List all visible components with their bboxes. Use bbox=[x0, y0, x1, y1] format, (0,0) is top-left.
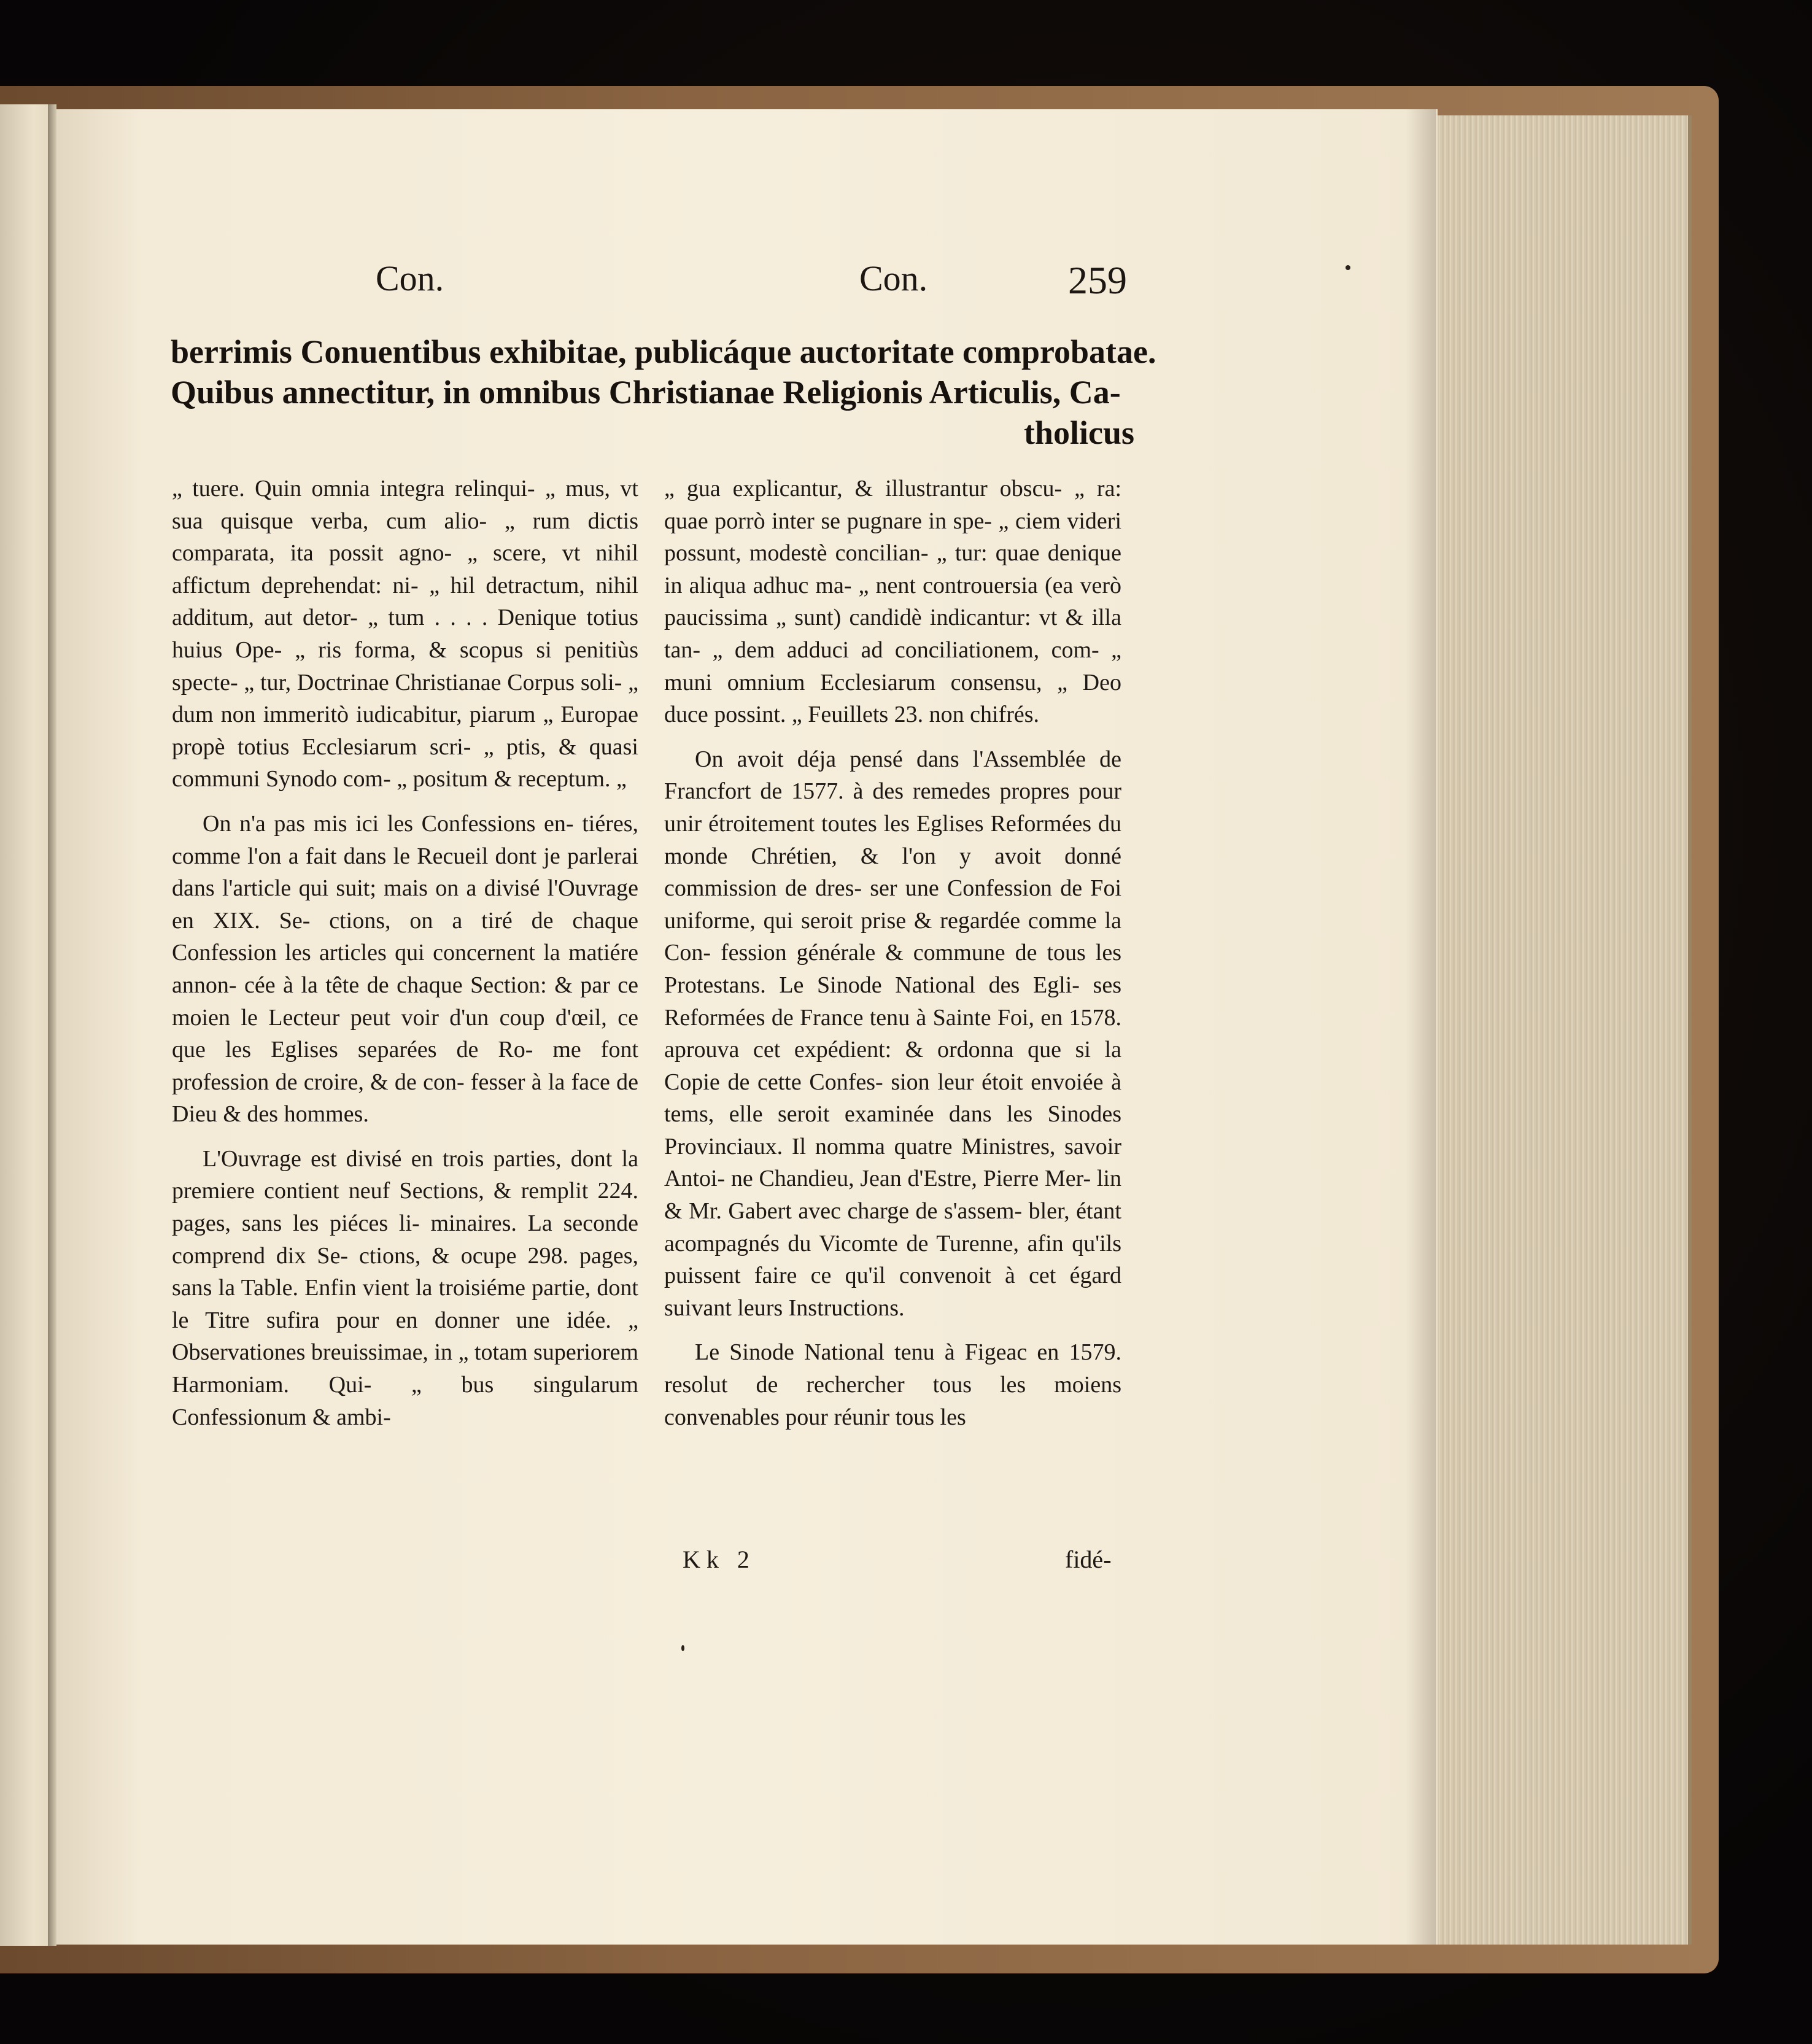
catchword: fidé- bbox=[1065, 1546, 1112, 1573]
running-header-center: Con. bbox=[859, 258, 928, 298]
title-line: tholicus bbox=[1023, 414, 1134, 451]
title-line: berrimis Conuentibus exhibitae, publicáque auctoritate comprobatae. bbox=[171, 333, 1156, 370]
ink-speck bbox=[681, 1645, 684, 1651]
signature-mark: Kk 2 bbox=[683, 1546, 756, 1573]
paragraph: „ gua explicantur, & illustrantur obscu- „ ra: quae porrò inter se pugnare in spe- „ ciem videri possunt, modestè concilian- „ tur: quae denique in aliqua adhuc ma- „ nent controuersia (ea verò paucissima „ sunt) candidè indicantur: vt & illa tan- „ dem adduci ad conciliationem, com- „ muni omnium Ecclesiarum consensu, „ Deo duce possint. „ Feuillets 23. non chifrés. bbox=[664, 476, 1121, 728]
paragraph: Le Sinode National tenu à Figeac en 1579. resolut de rechercher tous les moiens convenables pour réunir tous les bbox=[664, 1339, 1121, 1430]
right-column bbox=[664, 473, 1121, 1446]
title-line: Quibus annectitur, in omnibus Christianae Religionis Articulis, Ca- bbox=[171, 374, 1121, 411]
paragraph: On n'a pas mis ici les Confessions en- tiéres, comme l'on a fait dans le Recueil dont je parlerai dans l'article qui suit; mais on a divisé l'Ouvrage en XIX. Se- ctions, on a tiré de chaque Confession les articles qui concernent la matiére annon- cée à la tête de chaque Section: & par ce moien le Lecteur peut voir d'un coup d'œil, ce que les Eglises separées de Ro- me font profession de croire, & de con- fesser à la face de Dieu & des hommes. bbox=[172, 810, 638, 1128]
page-shadow bbox=[1406, 109, 1436, 1945]
ink-speck bbox=[1345, 265, 1350, 270]
book-gutter bbox=[48, 104, 56, 1946]
paragraph: L'Ouvrage est divisé en trois parties, dont la premiere contient neuf Sections, & remplit 224. pages, sans les piéces li- minaires. La seconde comprend dix Se- ctions, & ocupe 298. pages, sans la Table. Enfin vient la troisiéme partie, dont le Titre sufira pour en donner une idée. „ Observationes breuissimae, in „ totam superiorem Harmoniam. Qui- „ bus singularum Confessionum & ambi- bbox=[172, 1145, 638, 1430]
paragraph: On avoit déja pensé dans l'Assemblée de Francfort de 1577. à des remedes propres pour unir étroitement toutes les Eglises Reformées du monde Chrétien, & l'on y avoit donné commission de dres- ser une Confession de Foi uniforme, qui seroit prise & regardée comme la Con- fession générale & commune de tous les Protestans. Le Sinode National des Egli- ses Reformées de France tenu à Sainte Foi, en 1578. aprouva cet expédient: & ordonna que si la Copie de cette Confes- sion leur étoit envoiée à tems, elle seroit examinée dans les Sinodes Provinciaux. Il nomma quatre Ministres, savoir Antoi- ne Chandieu, Jean d'Estre, Pierre Mer- lin & Mr. Gabert avec charge de s'assem- bler, étant acompagnés du Vicomte de Turenne, afin qu'ils puissent faire ce qu'il convenoit à cet égard suivant leurs Instructions. bbox=[664, 746, 1121, 1321]
page-fore-edge bbox=[1430, 115, 1692, 1945]
left-column bbox=[172, 473, 638, 1446]
page-number: 259 bbox=[1068, 258, 1127, 302]
running-header-left: Con. bbox=[376, 258, 444, 298]
continued-title bbox=[171, 331, 1156, 453]
paragraph: „ tuere. Quin omnia integra relinqui- „ mus, vt sua quisque verba, cum alio- „ rum dictis comparata, ita possit agno- „ scere, vt nihil affictum deprehendat: ni- „ hil detractum, nihil additum, aut detor- „ tum . . . . Denique totius huius Ope- „ ris forma, & scopus si penitiùs specte- „ tur, Doctrinae Christianae Corpus soli- „ dum non immeritò iudicabitur, piarum „ Europae propè totius Ecclesiarum scri- „ ptis, & quasi communi Synodo com- „ positum & receptum. „ bbox=[172, 476, 638, 792]
facing-page-edge bbox=[0, 104, 48, 1946]
